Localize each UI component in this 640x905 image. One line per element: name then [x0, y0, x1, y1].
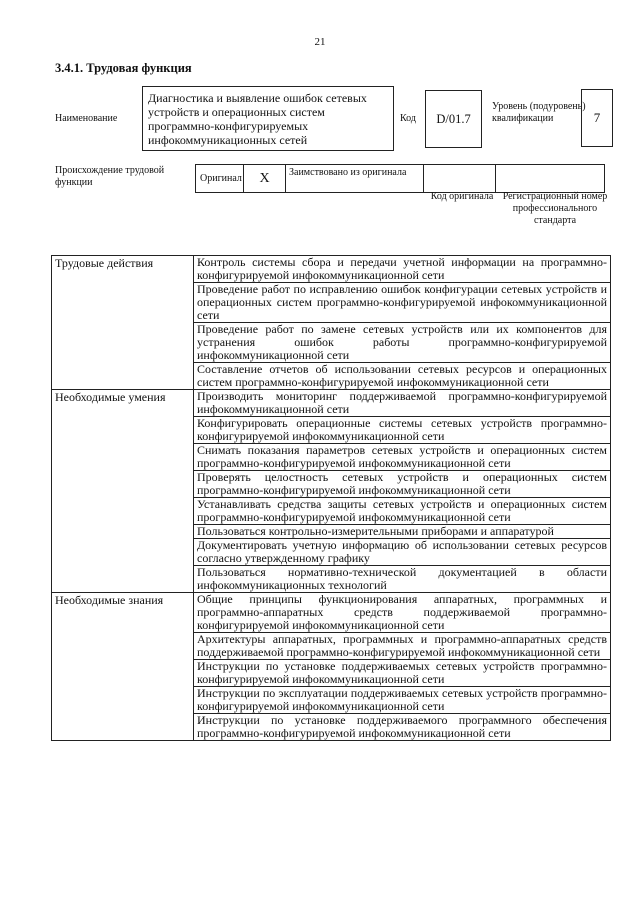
- table-row: [52, 390, 611, 417]
- item-cell: Составление отчетов об использовании сетевых ресурсов и операционных систем программно-конфигурируемой инфокоммуникационной сети: [194, 363, 611, 390]
- item-cell: Документировать учетную информацию об использовании сетевых ресурсов согласно утвержденному графику: [194, 539, 611, 566]
- category-cell: Трудовые действия: [52, 256, 194, 390]
- item-cell: Инструкции по установке поддерживаемых сетевых устройств программно-конфигурируемой инфокоммуникационной сети: [194, 660, 611, 687]
- item-cell: Проверять целостность сетевых устройств и операционных систем программно-конфигурируемой инфокоммуникационной сети: [194, 471, 611, 498]
- original-code-cell: [423, 165, 495, 192]
- function-name: Диагностика и выявление ошибок сетевых устройств и операционных систем программно-конфигурируемых инфокоммуникационных сетей: [142, 86, 394, 151]
- item-cell: Проведение работ по замене сетевых устройств или их компонентов для устранения ошибок работы программно-конфигурируемой инфокоммуникационной сети: [194, 323, 611, 363]
- table-row: [52, 593, 611, 633]
- item-cell: Пользоваться контрольно-измерительными приборами и аппаратурой: [194, 525, 611, 539]
- item-cell: Общие принципы функционирования аппаратных, программных и программно-аппаратных средств поддерживаемой программно-конфигурируемой инфокоммуникационной сети: [194, 593, 611, 633]
- reg-number-cell: [495, 165, 605, 192]
- item-cell: Архитектуры аппаратных, программных и программно-аппаратных средств поддерживаемой программно-конфигурируемой инфокоммуникационной сети: [194, 633, 611, 660]
- origin-row: [195, 164, 605, 193]
- code-label: Код: [400, 113, 416, 124]
- item-cell: Устанавливать средства защиты сетевых устройств и операционных систем программно-конфигурируемой инфокоммуникационной сети: [194, 498, 611, 525]
- name-label: Наименование: [55, 113, 118, 124]
- table-row: [52, 256, 611, 283]
- qualification-level: 7: [581, 89, 613, 147]
- item-cell: Снимать показания параметров сетевых устройств и операционных систем программно-конфигурируемой инфокоммуникационной сети: [194, 444, 611, 471]
- section-title: 3.4.1. Трудовая функция: [55, 61, 192, 75]
- reg-number-caption: Регистрационный номер профессионального стандарта: [502, 191, 608, 226]
- item-cell: Инструкции по эксплуатации поддерживаемых сетевых устройств программно-конфигурируемой инфокоммуникационной сети: [194, 687, 611, 714]
- item-cell: Проведение работ по исправлению ошибок конфигурации сетевых устройств и операционных систем программно-конфигурируемой инфокоммуникационной сети: [194, 283, 611, 323]
- item-cell: Контроль системы сбора и передачи учетной информации на программно-конфигурируемой инфокоммуникационной сети: [194, 256, 611, 283]
- page-number: 21: [314, 36, 326, 48]
- category-cell: Необходимые умения: [52, 390, 194, 593]
- item-cell: Пользоваться нормативно-технической документацией в области инфокоммуникационных технологий: [194, 566, 611, 593]
- origin-original-label: Оригинал: [195, 165, 243, 192]
- level-label: Уровень (подуровень) квалификации: [492, 101, 586, 124]
- origin-label: Происхождение трудовой функции: [55, 165, 165, 188]
- function-code: D/01.7: [425, 90, 482, 148]
- category-cell: Необходимые знания: [52, 593, 194, 741]
- original-code-caption: Код оригинала: [430, 191, 494, 202]
- item-cell: Производить мониторинг поддерживаемой программно-конфигурируемой инфокоммуникационной сети: [194, 390, 611, 417]
- item-cell: Конфигурировать операционные системы сетевых устройств программно-конфигурируемой инфокоммуникационной сети: [194, 417, 611, 444]
- origin-mark: X: [243, 165, 285, 192]
- item-cell: Инструкции по установке поддерживаемого программного обеспечения программно-конфигурируемой инфокоммуникационной сети: [194, 714, 611, 741]
- function-table: [51, 255, 611, 741]
- origin-borrowed-label: Заимствовано из оригинала: [285, 165, 423, 192]
